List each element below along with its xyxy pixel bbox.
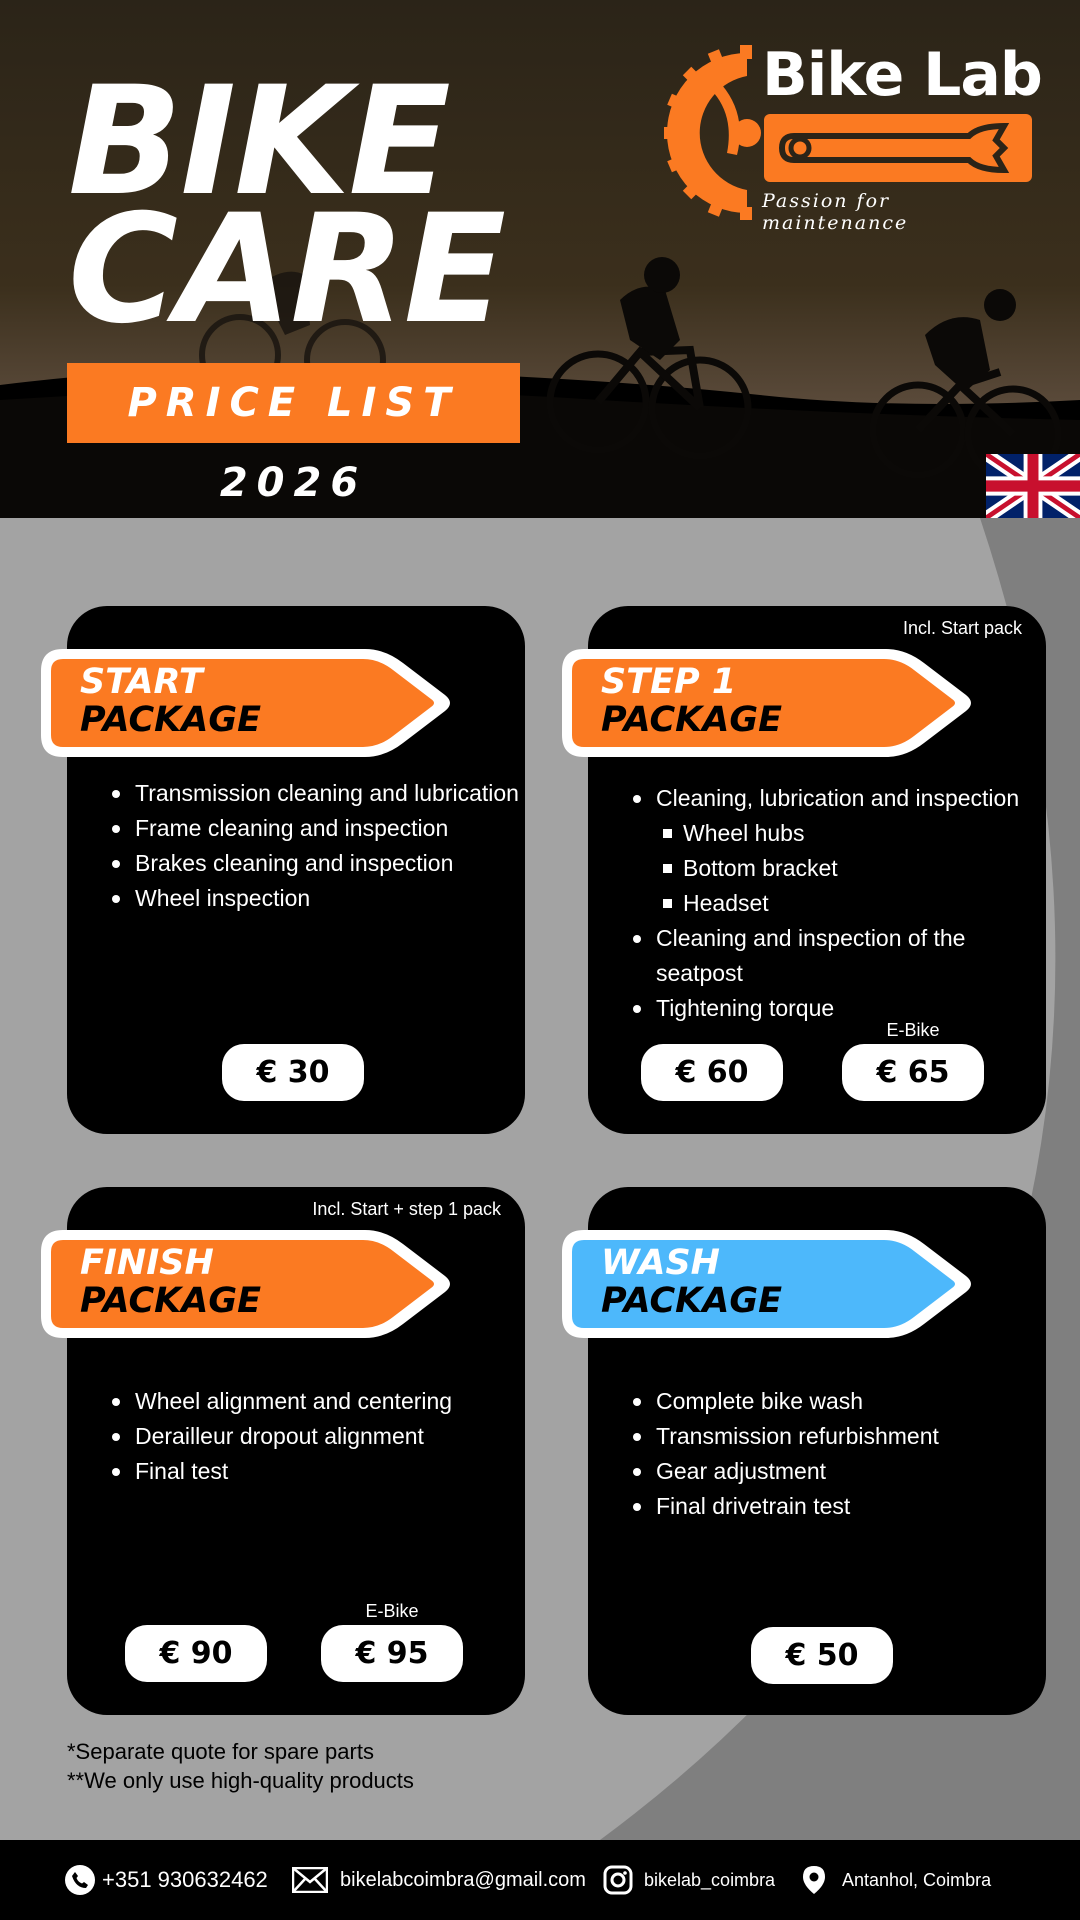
list-item: Cleaning and inspection of the seatpost [628,921,1038,991]
phone-number: +351 930632462 [102,1867,268,1892]
hero-title-line2: CARE [68,183,505,357]
brand-name: Bike Lab [762,40,1042,110]
instagram-handle: bikelab_coimbra [644,1869,776,1890]
list-item: Wheel alignment and centering [107,1384,452,1419]
wash-title-line1: WASH [601,1243,720,1283]
wash-price: € 50 [751,1627,893,1684]
finish-title-line2: PACKAGE [80,1281,261,1321]
step1-ebike-label: E-Bike [886,1020,940,1040]
wash-package-card [588,1187,1046,1715]
step1-package-card [588,606,1046,1134]
list-item: Final test [107,1454,452,1489]
list-item: Tightening torque [628,991,1038,1026]
location-text: Antanhol, Coimbra [842,1869,992,1890]
bike-lab-logo [662,40,1042,234]
start-items-list [107,776,519,916]
list-subitem: Bottom bracket [628,851,1038,886]
uk-flag-icon[interactable] [986,454,1080,518]
step1-items-list [628,781,1038,1026]
start-package-card [67,606,525,1134]
list-item: Complete bike wash [628,1384,939,1419]
finish-note: Incl. Start + step 1 pack [312,1199,501,1219]
list-item: Wheel inspection [107,881,519,916]
wash-title-line2: PACKAGE [601,1281,782,1321]
wash-package-tag [556,1224,976,1344]
finish-title-line1: FINISH [80,1243,214,1283]
hero-title-line1: BIKE [68,55,449,229]
step1-note: Incl. Start pack [902,618,1022,638]
list-item: Brakes cleaning and inspection [107,846,519,881]
list-item: Transmission cleaning and lubrication [107,776,519,811]
start-title-line1: START [80,662,203,702]
start-title-line2: PACKAGE [80,700,261,740]
phone-contact[interactable] [64,1840,268,1920]
hero-banner [0,0,1080,518]
brand-tagline: Passion for maintenance [762,190,909,234]
list-item: Final drivetrain test [628,1489,939,1524]
list-item: Derailleur dropout alignment [107,1419,452,1454]
finish-package-tag [35,1224,455,1344]
list-subitem: Headset [628,886,1038,921]
mail-icon [292,1867,328,1893]
chainring-icon [662,45,762,220]
contact-footer [0,1840,1080,1920]
step1-ebike-price: € 65 [842,1044,984,1101]
footnote-spare-parts: *Separate quote for spare parts [67,1739,374,1764]
finish-package-card [67,1187,525,1715]
instagram-icon [602,1864,634,1896]
list-item: Gear adjustment [628,1454,939,1489]
instagram-contact[interactable] [602,1840,775,1920]
email-contact[interactable] [292,1840,586,1920]
list-item: Transmission refurbishment [628,1419,939,1454]
footnote-quality: **We only use high-quality products [67,1768,414,1793]
location-contact[interactable] [798,1840,991,1920]
phone-icon [64,1864,96,1896]
finish-ebike-price: € 95 [321,1625,463,1682]
wrench-icon [764,114,1032,182]
finish-price: € 90 [125,1625,267,1682]
wash-items-list [628,1384,939,1524]
start-price: € 30 [222,1044,364,1101]
list-item: Frame cleaning and inspection [107,811,519,846]
start-package-tag [35,643,455,763]
price-list-banner: PRICE LIST 2026 [67,363,520,443]
step1-title-line1: STEP 1 [601,662,737,702]
list-subitem: Wheel hubs [628,816,1038,851]
finish-items-list [107,1384,452,1489]
step1-title-line2: PACKAGE [601,700,782,740]
finish-ebike-label: E-Bike [365,1601,419,1621]
location-pin-icon [798,1864,830,1896]
email-address: bikelabcoimbra@gmail.com [340,1868,586,1891]
hero-title [68,55,505,357]
step1-price: € 60 [641,1044,783,1101]
footnotes [67,1737,414,1795]
list-item: Cleaning, lubrication and inspection [628,781,1038,816]
step1-package-tag [556,643,976,763]
